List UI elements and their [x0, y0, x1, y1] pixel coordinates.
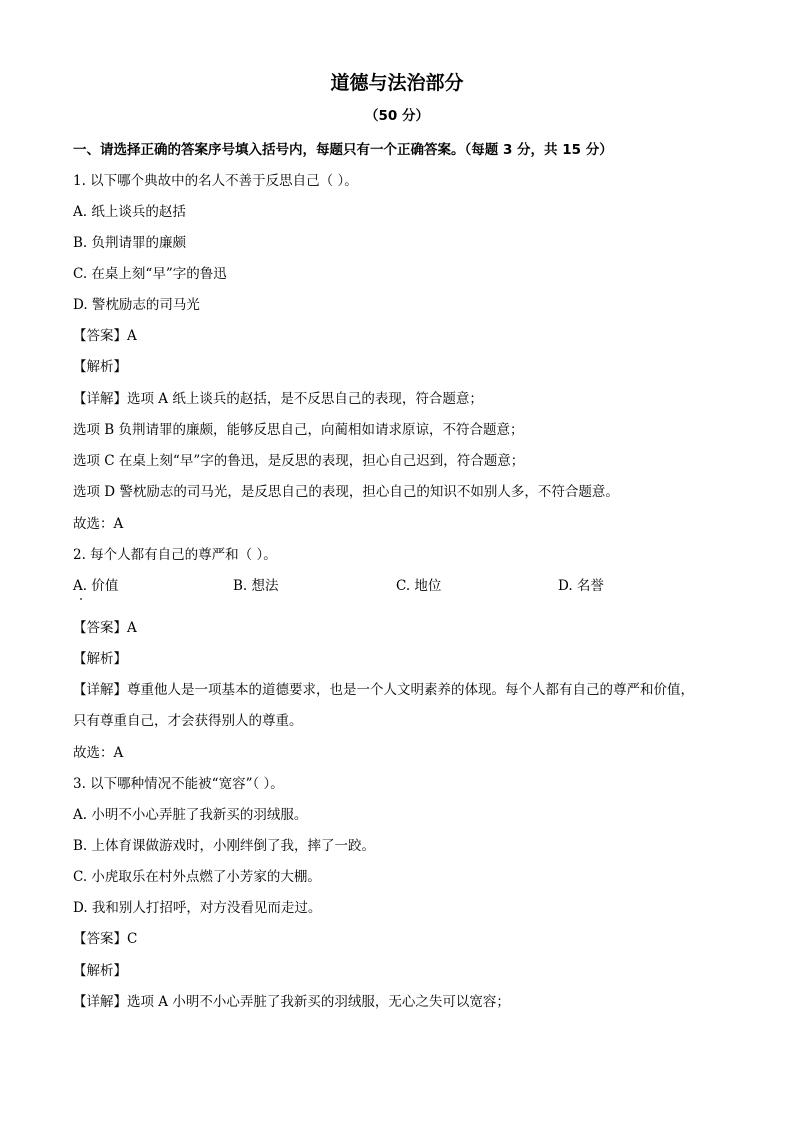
question-2-answer: 【答案】A — [73, 620, 137, 636]
question-2-choice: 故选：A — [73, 745, 124, 761]
question-2-option-d: D. 名誉 — [558, 578, 604, 594]
question-2-option-c: C. 地位 — [396, 578, 442, 594]
question-1-detail: 选项 C 在桌上刻“早”字的鲁迅，是反思的表现，担心自己迟到，符合题意； — [73, 453, 525, 469]
question-1-detail: 选项 D 警枕励志的司马光，是反思自己的表现，担心自己的知识不如别人多，不符合题意。 — [73, 484, 619, 500]
question-3-answer: 【答案】C — [73, 931, 138, 947]
score-subtitle: （50 分） — [365, 108, 429, 124]
question-3-detail: 【详解】选项 A 小明不小心弄脏了我新买的羽绒服，无心之失可以宽容； — [73, 994, 510, 1010]
question-2-stem: 2. 每个人都有自己的尊严和（ ）。 — [73, 547, 277, 563]
question-1-stem: 1. 以下哪个典故中的名人不善于反思自己（ ）。 — [73, 173, 358, 189]
question-1-option-b: B. 负荆请罪的廉颇 — [73, 235, 187, 251]
question-3-option-a: A. 小明不小心弄脏了我新买的羽绒服。 — [73, 807, 308, 823]
question-2-detail: 只有尊重自己，才会获得别人的尊重。 — [73, 713, 303, 729]
question-2-analysis-label: 【解析】 — [73, 651, 127, 667]
question-1-option-c: C. 在桌上刻“早”字的鲁迅 — [73, 266, 227, 282]
question-1-detail: 选项 B 负荆请罪的廉颇，能够反思自己，向蔺相如请求原谅，不符合题意； — [73, 422, 524, 438]
question-3-analysis-label: 【解析】 — [73, 963, 127, 979]
question-1-option-a: A. 纸上谈兵的赵括 — [73, 204, 186, 220]
question-1-choice: 故选：A — [73, 516, 124, 532]
question-3-option-d: D. 我和别人打招呼，对方没看见而走过。 — [73, 900, 322, 916]
question-1-detail: 【详解】选项 A 纸上谈兵的赵括，是不反思自己的表现，符合题意； — [73, 391, 483, 407]
question-3-option-b: B. 上体育课做游戏时，小刚绊倒了我，摔了一跤。 — [73, 838, 376, 854]
stray-dot-mark — [80, 598, 82, 600]
page-title: 道德与法治部分 — [330, 72, 464, 94]
question-2-option-a: A. 价值 — [73, 578, 119, 594]
question-2-detail: 【详解】尊重他人是一项基本的道德要求，也是一个人文明素养的体现。每个人都有自己的尊严和价值， — [73, 682, 694, 698]
question-1-answer: 【答案】A — [73, 328, 137, 344]
question-2-option-b: B. 想法 — [233, 578, 279, 594]
question-1-analysis-label: 【解析】 — [73, 359, 127, 375]
section-heading: 一、请选择正确的答案序号填入括号内，每题只有一个正确答案。（每题 3 分，共 15 分） — [73, 142, 613, 158]
question-3-option-c: C. 小虎取乐在村外点燃了小芳家的大棚。 — [73, 869, 321, 885]
question-1-option-d: D. 警枕励志的司马光 — [73, 297, 200, 313]
question-3-stem: 3. 以下哪种情况不能被“宽容”（ ）。 — [73, 776, 284, 792]
